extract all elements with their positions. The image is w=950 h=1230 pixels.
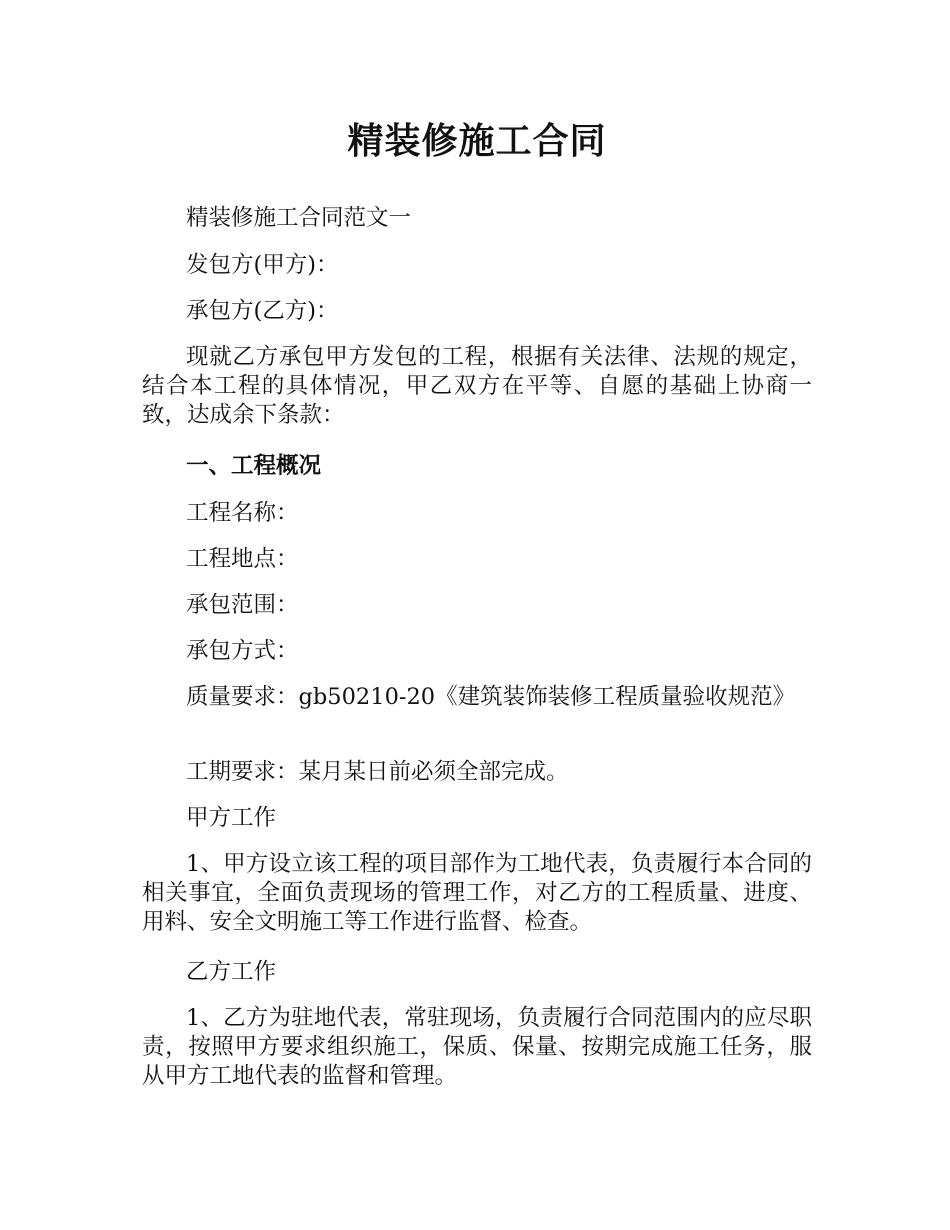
paragraph: 精装修施工合同范文一 <box>186 205 412 231</box>
paragraph: 承包方式： <box>186 638 299 664</box>
section-heading: 一、工程概况 <box>186 453 322 479</box>
paragraph: 工程名称： <box>186 500 299 526</box>
document-title: 精装修施工合同 <box>347 121 607 162</box>
paragraph: 发包方(甲方)： <box>186 252 339 278</box>
paragraph: 承包范围： <box>186 592 299 618</box>
paragraph: 工期要求：某月某日前必须全部完成。 <box>186 759 569 785</box>
paragraph: 工程地点： <box>186 546 299 572</box>
paragraph: 质量要求：gb50210-20《建筑装饰装修工程质量验收规范》 <box>186 684 796 710</box>
paragraph: 承包方(乙方)： <box>186 298 339 324</box>
paragraph: 甲方工作 <box>186 805 277 831</box>
paragraph: 现就乙方承包甲方发包的工程，根据有关法律、法规的规定，结合本工程的具体情况，甲乙双方在平等、自愿的基础上协商一致，达成余下条款： <box>142 344 812 428</box>
paragraph: 乙方工作 <box>186 959 277 985</box>
paragraph: 1、乙方为驻地代表，常驻现场，负责履行合同范围内的应尽职责，按照甲方要求组织施工，保质、保量、按期完成施工任务，服从甲方工地代表的监督和管理。 <box>142 1005 812 1089</box>
paragraph: 1、甲方设立该工程的项目部作为工地代表，负责履行本合同的相关事宜，全面负责现场的管理工作，对乙方的工程质量、进度、用料、安全文明施工等工作进行监督、检查。 <box>142 851 812 935</box>
